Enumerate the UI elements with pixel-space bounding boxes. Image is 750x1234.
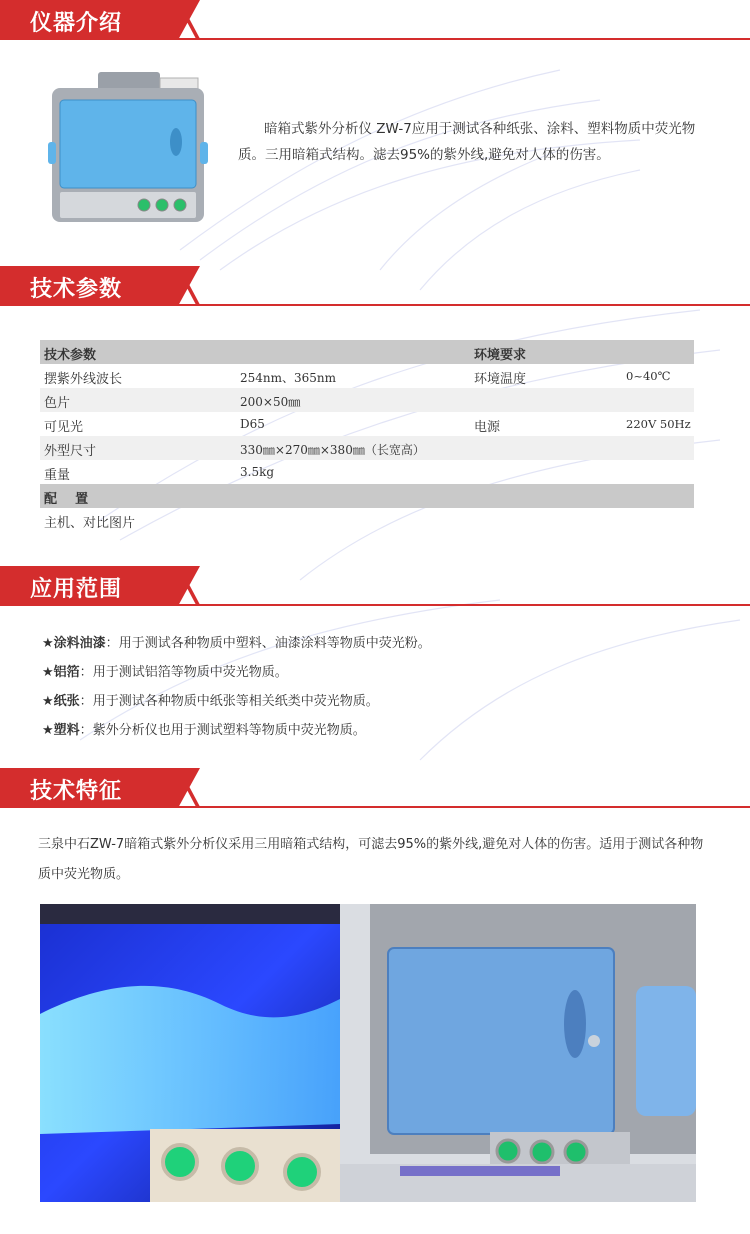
section-title: 技术特征	[30, 779, 123, 804]
device-closeup-photo	[340, 904, 696, 1202]
star-icon: ★	[42, 665, 54, 680]
app-name: 铝箔	[53, 665, 80, 680]
application-list	[42, 632, 702, 748]
app-name: 纸张	[53, 694, 80, 709]
colon: ：	[79, 723, 93, 738]
app-desc: 用于测试铝箔等物质中荧光物质。	[92, 665, 288, 680]
table-row	[40, 364, 694, 388]
config-value: 主机、对比图片	[44, 516, 136, 531]
table-row	[40, 460, 694, 484]
section-header-intro	[0, 0, 750, 40]
table-row	[40, 388, 694, 412]
spec-value: 330㎜×270㎜×380㎜（长宽高）	[240, 443, 425, 457]
spec-value: 254nm、365nm	[240, 371, 337, 385]
table-row	[40, 436, 694, 460]
list-item	[42, 690, 702, 719]
spec-label: 摆紫外线波长	[44, 372, 123, 387]
list-item	[42, 719, 702, 748]
colon: ：	[105, 636, 119, 651]
colon: ：	[79, 665, 93, 680]
colon: ：	[79, 694, 93, 709]
spec-label: 重量	[44, 468, 71, 483]
app-name: 涂料油漆	[53, 636, 106, 651]
env-label: 环境温度	[474, 372, 527, 387]
config-header	[40, 484, 694, 508]
section-title: 技术参数	[30, 277, 123, 302]
star-icon: ★	[42, 636, 54, 651]
spec-label: 色片	[44, 396, 71, 411]
spec-header-left: 技术参数	[44, 348, 97, 363]
spec-value: 200×50㎜	[240, 395, 301, 409]
star-icon: ★	[42, 694, 54, 709]
spec-label: 外型尺寸	[44, 444, 97, 459]
spec-table	[40, 340, 694, 532]
table-row	[40, 412, 694, 436]
table-row	[40, 508, 694, 532]
intro-description: 暗箱式紫外分析仪 ZW-7应用于测试各种纸张、涂料、塑料物质中荧光物质。三用暗箱式结构。滤去95%的紫外线,避免对人体的伤害。	[238, 121, 696, 163]
list-item	[42, 661, 702, 690]
uv-analyzer-device-image	[48, 70, 208, 225]
app-desc: 用于测试各种物质中纸张等相关纸类中荧光物质。	[92, 694, 379, 709]
env-value: 220V 50Hz	[626, 417, 691, 431]
list-item	[42, 632, 702, 661]
app-name: 塑料	[53, 723, 80, 738]
section-title: 仪器介绍	[30, 11, 123, 36]
spec-label: 可见光	[44, 420, 84, 435]
section-header-specs	[0, 266, 750, 306]
spec-value: 3.5kg	[240, 465, 275, 479]
spec-value: D65	[240, 417, 265, 431]
spec-table-header	[40, 340, 694, 364]
uv-light-demo-photo	[40, 904, 340, 1202]
section-header-apps	[0, 566, 750, 606]
app-desc: 紫外分析仪也用于测试塑料等物质中荧光物质。	[92, 723, 366, 738]
section-title: 应用范围	[30, 577, 123, 602]
env-label: 电源	[474, 420, 501, 435]
features-description: 三泉中石ZW-7暗箱式紫外分析仪采用三用暗箱式结构，可滤去95%的紫外线,避免对人体的伤害。适用于测试各种物质中荧光物质。	[38, 837, 704, 882]
env-value: 0~40℃	[626, 369, 671, 383]
star-icon: ★	[42, 723, 54, 738]
config-header-label: 配 置	[44, 492, 89, 507]
spec-header-right: 环境要求	[474, 348, 527, 363]
section-header-features	[0, 768, 750, 808]
app-desc: 用于测试各种物质中塑料、油漆涂料等物质中荧光粉。	[118, 636, 431, 651]
